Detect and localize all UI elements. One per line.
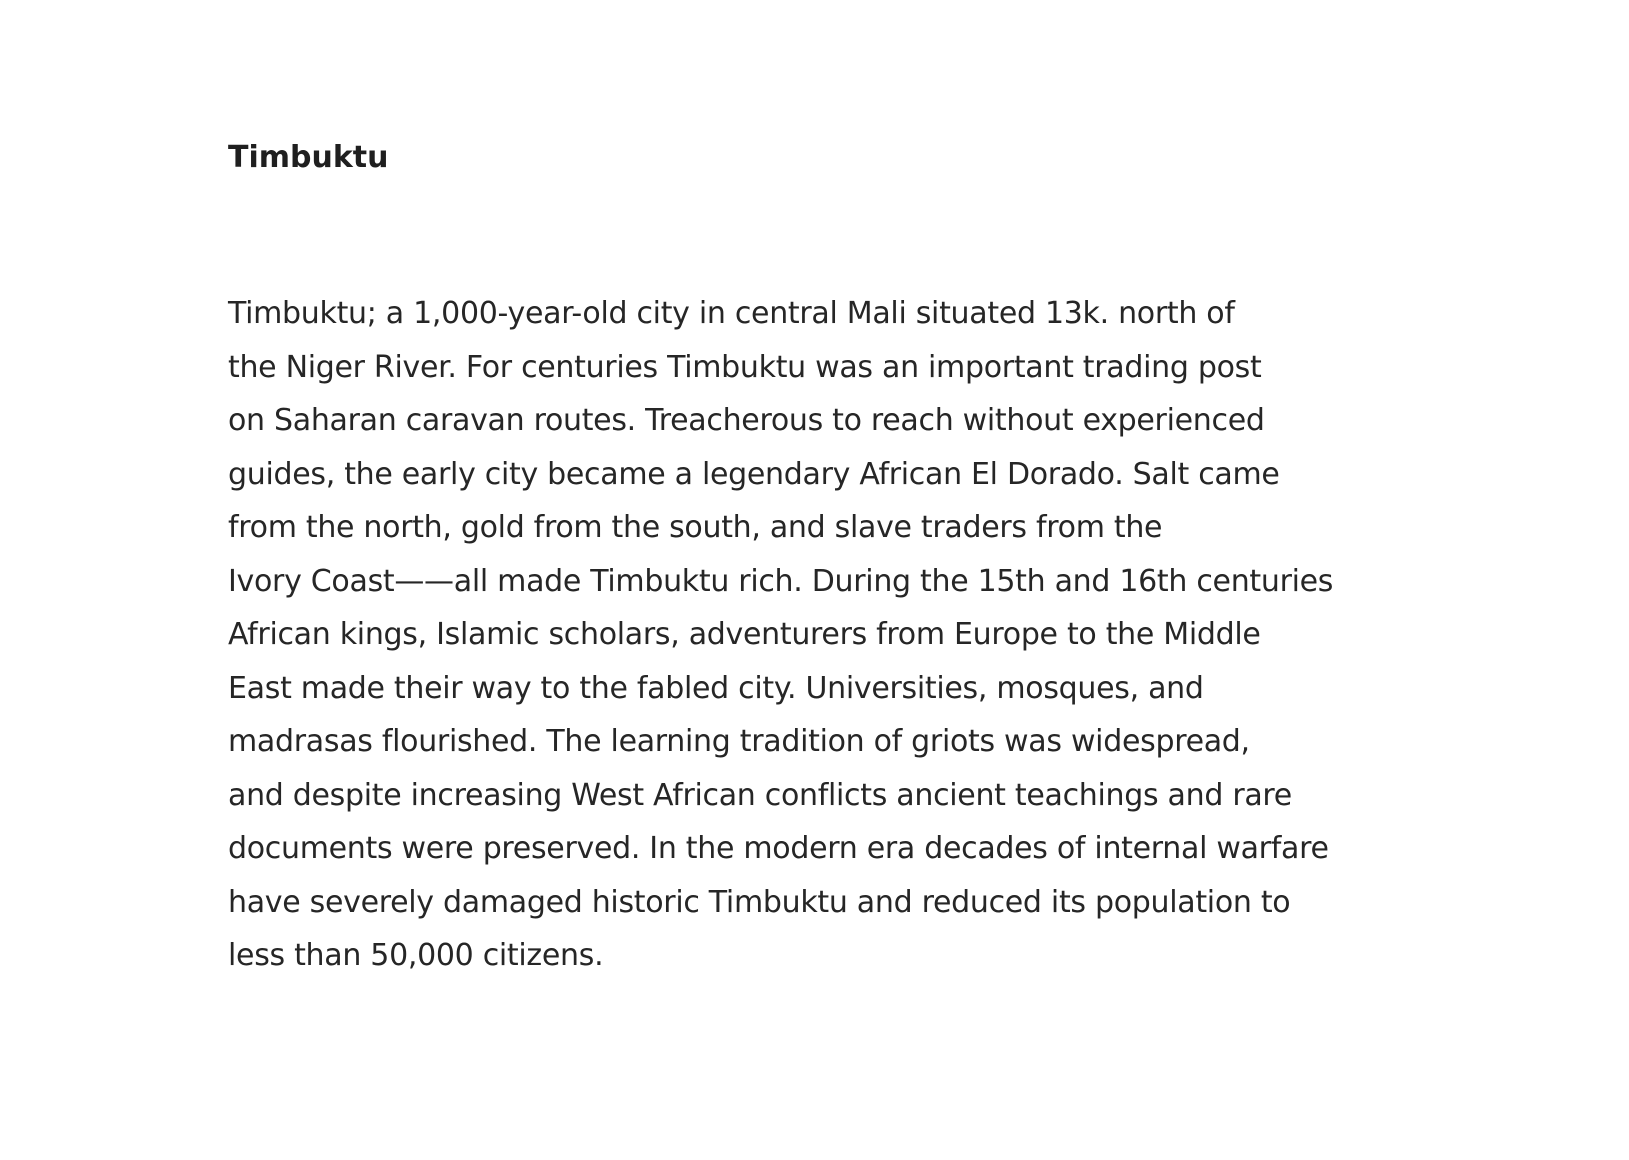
body-paragraph [228,287,1333,983]
paragraph-line: from the north, gold from the south, and slave traders from the [228,510,1163,545]
paragraph-line: madrasas flourished. The learning tradition of griots was widespread, [228,724,1250,759]
paragraph-line: African kings, Islamic scholars, adventurers from Europe to the Middle [228,617,1261,652]
paragraph-line: documents were preserved. In the modern era decades of internal warfare [228,831,1329,866]
paragraph-line: on Saharan caravan routes. Treacherous to reach without experienced [228,403,1265,438]
paragraph-line: less than 50,000 citizens. [228,938,604,973]
paragraph-line: the Niger River. For centuries Timbuktu was an important trading post [228,349,1262,385]
paragraph-line: guides, the early city became a legendary African El Dorado. Salt came [228,456,1280,492]
paragraph-line: East made their way to the fabled city. Universities, mosques, and [228,670,1204,706]
paragraph-line: Timbuktu; a 1,000-year-old city in central Mali situated 13k. north of [228,296,1235,331]
document-title: Timbuktu [228,140,389,175]
paragraph-line: Ivory Coast——all made Timbuktu rich. During the 15th and 16th centuries [228,563,1334,599]
paragraph-line: and despite increasing West African conflicts ancient teachings and rare [228,777,1292,813]
paragraph-line: have severely damaged historic Timbuktu and reduced its population to [228,884,1291,920]
